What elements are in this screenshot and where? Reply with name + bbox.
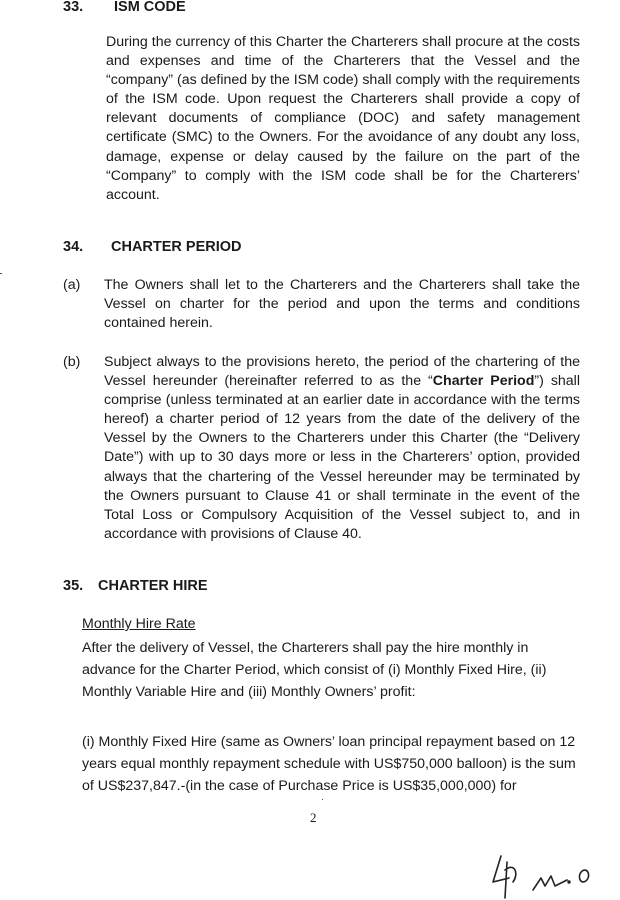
clause-34-number: 34. <box>63 239 84 255</box>
monthly-hire-rate-subheading: Monthly Hire Rate <box>82 616 196 632</box>
clause-34-item-b-label: (b) <box>63 354 81 370</box>
page-number: 2 <box>310 810 317 825</box>
clause-34-item-b-text <box>104 353 580 544</box>
clause-33-number: 33. <box>63 0 84 15</box>
clause-35-number: 35. <box>63 578 84 594</box>
handwritten-initials <box>485 852 595 900</box>
clause-33-title: ISM CODE <box>114 0 186 15</box>
clause-35-para-1: After the delivery of Vessel, the Charterers shall pay the hire monthly in advance for the Charter Period, which consist of (i) Monthly Fixed Hire, (ii) Monthly Variable Hire and (iii) Monthly Owners’ profit: <box>82 640 547 700</box>
clause-34-item-a-text: The Owners shall let to the Charterers and the Charterers shall take the Vessel on charter for the period and upon the terms and conditions contained herein. <box>104 277 580 332</box>
scan-mark <box>0 273 2 274</box>
charter-period-defined-term: Charter Period <box>432 373 535 390</box>
clause-34-title: CHARTER PERIOD <box>111 239 242 255</box>
scan-mark <box>322 799 323 800</box>
clause-34-item-a-label: (a) <box>63 277 81 293</box>
clause-33-body: During the currency of this Charter the Charterers shall procure at the costs and expenses and time of the Charterers that the Vessel and the “company” (as defined by the ISM code) shall comply with the requirements of the ISM code. Upon request the Charterers shall provide a copy of relevant documents of compliance (DOC) and safety management certificate (SMC) to the Owners. For the avoidance of any doubt any loss, damage, expense or delay caused by the failure on the part of the “Company” to comply with the ISM code shall be for the Charterers’ account. <box>106 34 580 203</box>
clause-35-para-2: (i) Monthly Fixed Hire (same as Owners’ loan principal repayment based on 12 years equal monthly repayment schedule with US$750,000 balloon) is the sum of US$237,847.-(in the case of Purchase Price is US$35,000,000) for <box>82 734 576 794</box>
clause-34-item-b-text-before: Subject always to the provisions hereto, the period of the chartering of the Vessel hereunder (hereinafter referred to as the “ <box>104 354 580 390</box>
clause-34-item-b-text-after: ”) shall comprise (unless terminated at an earlier date in accordance with the terms hereof) a charter period of 12 years from the date of the delivery of the Vessel by the Owners to the Charterers under this Charter (the “Delivery Date”) with up to 30 days more or less in the Charterers’ option, provided always that the chartering of the Vessel hereunder may be terminated by the Owners pursuant to Clause 41 or shall terminate in the event of the Total Loss or Compulsory Acquisition of the Vessel subject to, and in accordance with provisions of Clause 40. <box>104 373 580 542</box>
clause-35-title: CHARTER HIRE <box>98 578 208 594</box>
